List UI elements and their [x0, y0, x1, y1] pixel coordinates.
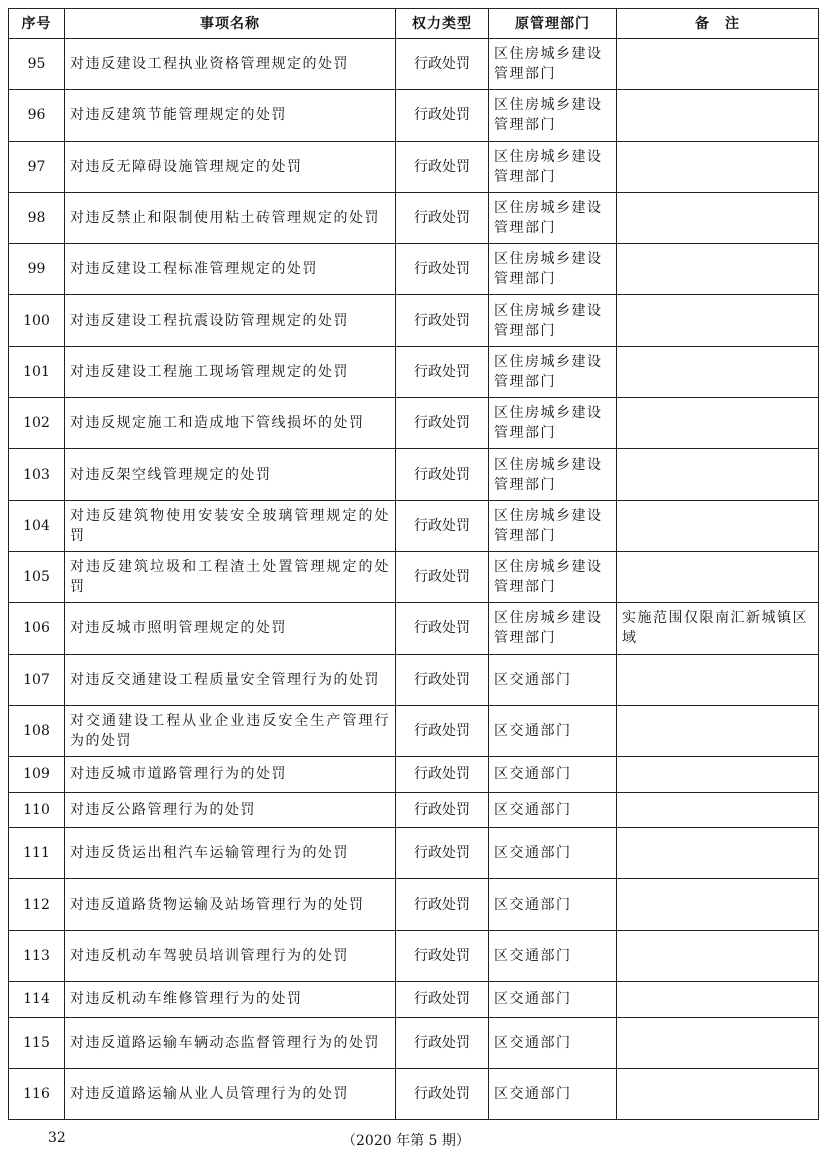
table-row [9, 295, 819, 346]
cell-no: 109 [9, 757, 65, 793]
cell-note [617, 930, 819, 981]
cell-name: 对违反公路管理行为的处罚 [65, 792, 396, 828]
cell-type: 行政处罚 [396, 982, 489, 1018]
cell-type: 行政处罚 [396, 1017, 489, 1068]
cell-type: 行政处罚 [396, 930, 489, 981]
cell-type: 行政处罚 [396, 398, 489, 449]
cell-dept: 区交通部门 [489, 828, 617, 879]
cell-no: 95 [9, 39, 65, 90]
cell-type: 行政处罚 [396, 879, 489, 930]
cell-dept: 区住房城乡建设管理部门 [489, 449, 617, 500]
cell-no: 103 [9, 449, 65, 500]
table-row [9, 346, 819, 397]
cell-no: 104 [9, 500, 65, 551]
cell-note [617, 90, 819, 141]
cell-note [617, 1017, 819, 1068]
header-dept: 原管理部门 [489, 9, 617, 39]
cell-note [617, 757, 819, 793]
cell-type: 行政处罚 [396, 449, 489, 500]
cell-name: 对违反建设工程施工现场管理规定的处罚 [65, 346, 396, 397]
cell-no: 97 [9, 141, 65, 192]
table-row [9, 930, 819, 981]
cell-name: 对违反建筑节能管理规定的处罚 [65, 90, 396, 141]
cell-name: 对违反建设工程抗震设防管理规定的处罚 [65, 295, 396, 346]
cell-type: 行政处罚 [396, 705, 489, 756]
cell-type: 行政处罚 [396, 39, 489, 90]
cell-type: 行政处罚 [396, 757, 489, 793]
cell-name: 对违反货运出租汽车运输管理行为的处罚 [65, 828, 396, 879]
cell-type: 行政处罚 [396, 346, 489, 397]
cell-name: 对违反架空线管理规定的处罚 [65, 449, 396, 500]
cell-name: 对违反规定施工和造成地下管线损坏的处罚 [65, 398, 396, 449]
cell-name: 对违反城市照明管理规定的处罚 [65, 603, 396, 654]
cell-no: 102 [9, 398, 65, 449]
table-row [9, 500, 819, 551]
cell-name: 对违反禁止和限制使用粘土砖管理规定的处罚 [65, 192, 396, 243]
table-row [9, 654, 819, 705]
cell-name: 对违反道路货物运输及站场管理行为的处罚 [65, 879, 396, 930]
cell-type: 行政处罚 [396, 295, 489, 346]
cell-note [617, 398, 819, 449]
cell-dept: 区住房城乡建设管理部门 [489, 603, 617, 654]
cell-no: 99 [9, 244, 65, 295]
table-row [9, 1017, 819, 1068]
cell-no: 114 [9, 982, 65, 1018]
cell-name: 对违反建筑物使用安装安全玻璃管理规定的处罚 [65, 500, 396, 551]
cell-no: 106 [9, 603, 65, 654]
table-row [9, 1068, 819, 1119]
header-name: 事项名称 [65, 9, 396, 39]
header-note: 备 注 [617, 9, 819, 39]
cell-no: 113 [9, 930, 65, 981]
cell-note [617, 551, 819, 602]
table-row [9, 792, 819, 828]
table-row [9, 398, 819, 449]
table-row [9, 982, 819, 1018]
cell-no: 108 [9, 705, 65, 756]
cell-name: 对交通建设工程从业企业违反安全生产管理行为的处罚 [65, 705, 396, 756]
table-row [9, 449, 819, 500]
cell-type: 行政处罚 [396, 603, 489, 654]
page-number: 32 [48, 1130, 66, 1146]
cell-dept: 区住房城乡建设管理部门 [489, 398, 617, 449]
cell-no: 111 [9, 828, 65, 879]
table-row [9, 244, 819, 295]
cell-dept: 区交通部门 [489, 705, 617, 756]
cell-type: 行政处罚 [396, 141, 489, 192]
cell-no: 112 [9, 879, 65, 930]
cell-name: 对违反机动车维修管理行为的处罚 [65, 982, 396, 1018]
cell-no: 98 [9, 192, 65, 243]
authority-table [8, 8, 819, 1120]
table-row [9, 757, 819, 793]
cell-name: 对违反道路运输车辆动态监督管理行为的处罚 [65, 1017, 396, 1068]
cell-no: 96 [9, 90, 65, 141]
header-type: 权力类型 [396, 9, 489, 39]
table-row [9, 141, 819, 192]
cell-dept: 区住房城乡建设管理部门 [489, 90, 617, 141]
cell-no: 110 [9, 792, 65, 828]
cell-dept: 区交通部门 [489, 879, 617, 930]
cell-dept: 区交通部门 [489, 757, 617, 793]
table-row [9, 90, 819, 141]
cell-no: 115 [9, 1017, 65, 1068]
cell-type: 行政处罚 [396, 192, 489, 243]
table-row [9, 551, 819, 602]
cell-dept: 区住房城乡建设管理部门 [489, 192, 617, 243]
cell-note [617, 295, 819, 346]
cell-note [617, 982, 819, 1018]
cell-name: 对违反建筑垃圾和工程渣土处置管理规定的处罚 [65, 551, 396, 602]
cell-no: 116 [9, 1068, 65, 1119]
cell-note [617, 39, 819, 90]
cell-note [617, 792, 819, 828]
cell-note [617, 244, 819, 295]
table-row [9, 828, 819, 879]
cell-dept: 区住房城乡建设管理部门 [489, 39, 617, 90]
cell-note [617, 879, 819, 930]
table-row [9, 603, 819, 654]
cell-type: 行政处罚 [396, 90, 489, 141]
cell-dept: 区住房城乡建设管理部门 [489, 500, 617, 551]
table-row [9, 879, 819, 930]
cell-note [617, 500, 819, 551]
table-row [9, 705, 819, 756]
table-row [9, 39, 819, 90]
cell-type: 行政处罚 [396, 828, 489, 879]
table-row [9, 192, 819, 243]
cell-no: 105 [9, 551, 65, 602]
cell-no: 101 [9, 346, 65, 397]
table-header-row [9, 9, 819, 39]
cell-name: 对违反建设工程执业资格管理规定的处罚 [65, 39, 396, 90]
cell-dept: 区交通部门 [489, 982, 617, 1018]
cell-name: 对违反城市道路管理行为的处罚 [65, 757, 396, 793]
cell-note [617, 346, 819, 397]
cell-no: 100 [9, 295, 65, 346]
cell-dept: 区交通部门 [489, 1068, 617, 1119]
cell-type: 行政处罚 [396, 792, 489, 828]
cell-note [617, 141, 819, 192]
cell-dept: 区交通部门 [489, 930, 617, 981]
cell-dept: 区交通部门 [489, 792, 617, 828]
cell-dept: 区交通部门 [489, 654, 617, 705]
cell-dept: 区住房城乡建设管理部门 [489, 295, 617, 346]
cell-note [617, 654, 819, 705]
cell-dept: 区住房城乡建设管理部门 [489, 551, 617, 602]
cell-note [617, 1068, 819, 1119]
cell-note [617, 828, 819, 879]
cell-dept: 区交通部门 [489, 1017, 617, 1068]
cell-name: 对违反交通建设工程质量安全管理行为的处罚 [65, 654, 396, 705]
cell-dept: 区住房城乡建设管理部门 [489, 244, 617, 295]
cell-type: 行政处罚 [396, 500, 489, 551]
cell-name: 对违反道路运输从业人员管理行为的处罚 [65, 1068, 396, 1119]
issue-label: （2020 年第 5 期） [342, 1133, 470, 1149]
header-no: 序号 [9, 9, 65, 39]
cell-no: 107 [9, 654, 65, 705]
cell-note [617, 192, 819, 243]
cell-type: 行政处罚 [396, 551, 489, 602]
table-body [9, 39, 819, 1120]
page-footer [0, 1130, 827, 1152]
cell-note [617, 449, 819, 500]
cell-type: 行政处罚 [396, 654, 489, 705]
cell-dept: 区住房城乡建设管理部门 [489, 141, 617, 192]
cell-name: 对违反无障碍设施管理规定的处罚 [65, 141, 396, 192]
cell-type: 行政处罚 [396, 244, 489, 295]
cell-type: 行政处罚 [396, 1068, 489, 1119]
cell-name: 对违反机动车驾驶员培训管理行为的处罚 [65, 930, 396, 981]
cell-name: 对违反建设工程标准管理规定的处罚 [65, 244, 396, 295]
cell-dept: 区住房城乡建设管理部门 [489, 346, 617, 397]
cell-note: 实施范围仅限南汇新城镇区域 [617, 603, 819, 654]
cell-note [617, 705, 819, 756]
